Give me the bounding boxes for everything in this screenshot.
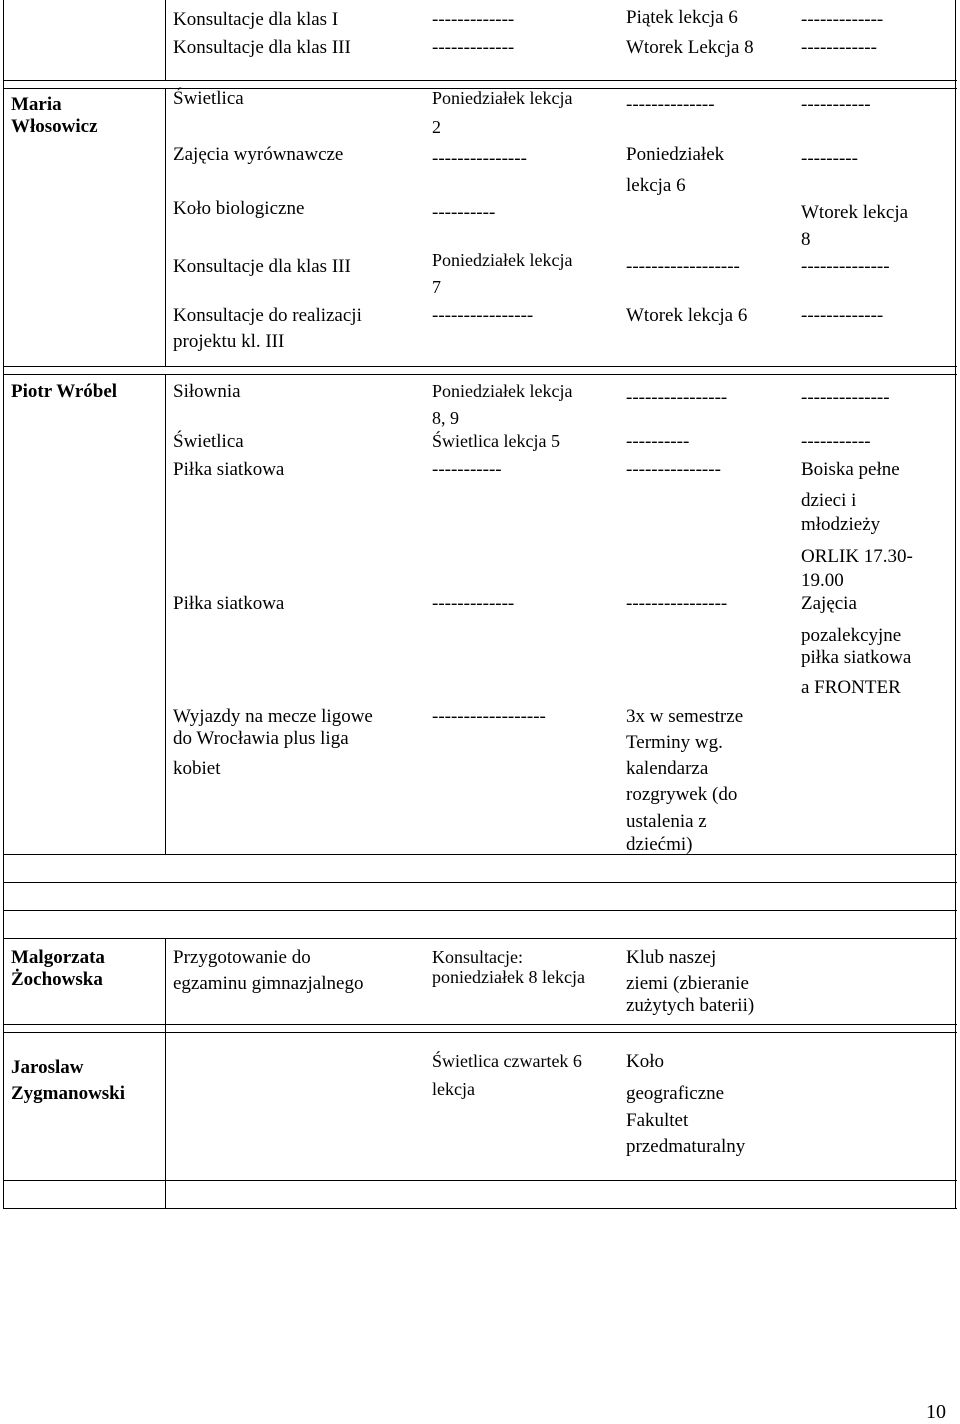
dash-cell: --------------- bbox=[432, 148, 527, 169]
teacher-name: Żochowska bbox=[11, 969, 103, 990]
dash-cell: --------------- bbox=[626, 459, 721, 480]
teacher-name: Malgorzata bbox=[11, 947, 105, 968]
teacher-name: Jaroslaw bbox=[11, 1057, 84, 1078]
schedule-cell: 2 bbox=[432, 117, 441, 137]
schedule-cell: Poniedziałek bbox=[626, 144, 725, 165]
note-cell: Klub naszej bbox=[626, 947, 717, 968]
row-divider bbox=[3, 1180, 957, 1181]
dash-cell: ---------------- bbox=[626, 387, 728, 408]
schedule-cell: 8 bbox=[801, 229, 811, 250]
note-cell: 3x w semestrze bbox=[626, 706, 744, 727]
column-divider bbox=[165, 88, 166, 366]
note-cell: dziećmi) bbox=[626, 834, 693, 855]
schedule-cell: Wtorek lekcja 6 bbox=[626, 305, 748, 326]
dash-cell: -------------- bbox=[801, 256, 890, 277]
note-cell: Fakultet bbox=[626, 1110, 689, 1131]
row-divider bbox=[3, 366, 957, 367]
note-cell: młodzieży bbox=[801, 514, 881, 535]
note-cell: a FRONTER bbox=[801, 677, 901, 698]
row-divider bbox=[3, 854, 957, 855]
column-divider bbox=[165, 938, 166, 1208]
note-cell: geograficzne bbox=[626, 1083, 725, 1104]
dash-cell: ----------- bbox=[801, 94, 871, 115]
activity-cell: Przygotowanie do bbox=[173, 947, 311, 968]
note-cell: pozalekcyjne bbox=[801, 625, 902, 646]
activity-cell: Zajęcia wyrównawcze bbox=[173, 144, 344, 165]
note-cell: Koło bbox=[626, 1051, 664, 1072]
schedule-cell: Piątek lekcja 6 bbox=[626, 7, 738, 28]
row-divider bbox=[3, 1024, 957, 1025]
activity-cell: Konsultacje dla klas III bbox=[173, 37, 351, 58]
activity-cell: Konsultacje dla klas III bbox=[173, 256, 351, 277]
dash-cell: ----------- bbox=[432, 459, 502, 480]
note-cell: przedmaturalny bbox=[626, 1136, 746, 1157]
activity-cell: kobiet bbox=[173, 758, 221, 779]
activity-cell: do Wrocławia plus liga bbox=[173, 728, 349, 749]
dash-cell: ------------- bbox=[801, 9, 884, 30]
dash-cell: ---------- bbox=[626, 431, 690, 452]
table-border-bottom bbox=[3, 1208, 957, 1209]
schedule-cell: Wtorek Lekcja 8 bbox=[626, 37, 754, 58]
activity-cell: Koło biologiczne bbox=[173, 198, 305, 219]
dash-cell: ------------------ bbox=[626, 256, 740, 277]
schedule-cell: poniedziałek 8 lekcja bbox=[432, 967, 585, 987]
dash-cell: ------------- bbox=[432, 9, 515, 30]
row-divider bbox=[3, 910, 957, 911]
note-cell: ustalenia z bbox=[626, 811, 707, 832]
note-cell: Zajęcia bbox=[801, 593, 857, 614]
row-divider bbox=[3, 1032, 957, 1033]
note-cell: ORLIK 17.30- bbox=[801, 546, 913, 567]
table-border-right bbox=[955, 0, 956, 1208]
note-cell: ziemi (zbieranie bbox=[626, 973, 749, 994]
dash-cell: ------------- bbox=[432, 593, 515, 614]
dash-cell: -------------- bbox=[801, 387, 890, 408]
schedule-cell: 8, 9 bbox=[432, 408, 459, 428]
teacher-name: Zygmanowski bbox=[11, 1083, 126, 1104]
dash-cell: ---------- bbox=[432, 202, 496, 223]
dash-cell: ------------- bbox=[432, 37, 515, 58]
row-divider bbox=[3, 80, 957, 81]
schedule-cell: Świetlica lekcja 5 bbox=[432, 431, 560, 451]
teacher-name: Piotr Wróbel bbox=[11, 381, 118, 402]
activity-cell: egzaminu gimnazjalnego bbox=[173, 973, 364, 994]
activity-cell: Piłka siatkowa bbox=[173, 593, 285, 614]
note-cell: dzieci i bbox=[801, 490, 857, 511]
activity-cell: Piłka siatkowa bbox=[173, 459, 285, 480]
row-divider bbox=[3, 938, 957, 939]
table-border-left bbox=[3, 0, 4, 1208]
note-cell: Terminy wg. bbox=[626, 732, 723, 753]
dash-cell: -------------- bbox=[626, 94, 715, 115]
schedule-cell: Poniedziałek lekcja bbox=[432, 250, 573, 270]
row-divider bbox=[3, 374, 957, 375]
activity-cell: Wyjazdy na mecze ligowe bbox=[173, 706, 373, 727]
dash-cell: ------------ bbox=[801, 37, 877, 58]
activity-cell: Konsultacje dla klas I bbox=[173, 9, 339, 30]
schedule-cell: Świetlica czwartek 6 bbox=[432, 1051, 582, 1071]
activity-cell: Świetlica bbox=[173, 431, 244, 452]
column-divider bbox=[165, 0, 166, 80]
activity-cell: Siłownia bbox=[173, 381, 241, 402]
schedule-cell: lekcja bbox=[432, 1079, 475, 1099]
activity-cell: Konsultacje do realizacji bbox=[173, 305, 362, 326]
note-cell: kalendarza bbox=[626, 758, 709, 779]
dash-cell: ------------------ bbox=[432, 706, 546, 727]
teacher-name: Maria bbox=[11, 94, 62, 115]
schedule-cell: lekcja 6 bbox=[626, 175, 686, 196]
dash-cell: ----------- bbox=[801, 431, 871, 452]
teacher-name: Włosowicz bbox=[11, 116, 98, 137]
dash-cell: ---------------- bbox=[432, 305, 534, 326]
note-cell: Boiska pełne bbox=[801, 459, 900, 480]
note-cell: piłka siatkowa bbox=[801, 647, 912, 668]
schedule-cell: Poniedziałek lekcja bbox=[432, 88, 573, 108]
dash-cell: ---------------- bbox=[626, 593, 728, 614]
schedule-cell: Poniedziałek lekcja bbox=[432, 381, 573, 401]
activity-cell: projektu kl. III bbox=[173, 331, 285, 352]
note-cell: rozgrywek (do bbox=[626, 784, 738, 805]
schedule-cell: Konsultacje: bbox=[432, 947, 523, 967]
dash-cell: ------------- bbox=[801, 305, 884, 326]
dash-cell: --------- bbox=[801, 148, 858, 169]
schedule-cell: Wtorek lekcja bbox=[801, 202, 909, 223]
row-divider bbox=[3, 882, 957, 883]
note-cell: zużytych baterii) bbox=[626, 995, 755, 1016]
column-divider bbox=[165, 374, 166, 854]
page-number: 10 bbox=[926, 1401, 946, 1423]
activity-cell: Świetlica bbox=[173, 88, 244, 109]
note-cell: 19.00 bbox=[801, 570, 844, 591]
schedule-cell: 7 bbox=[432, 277, 441, 297]
